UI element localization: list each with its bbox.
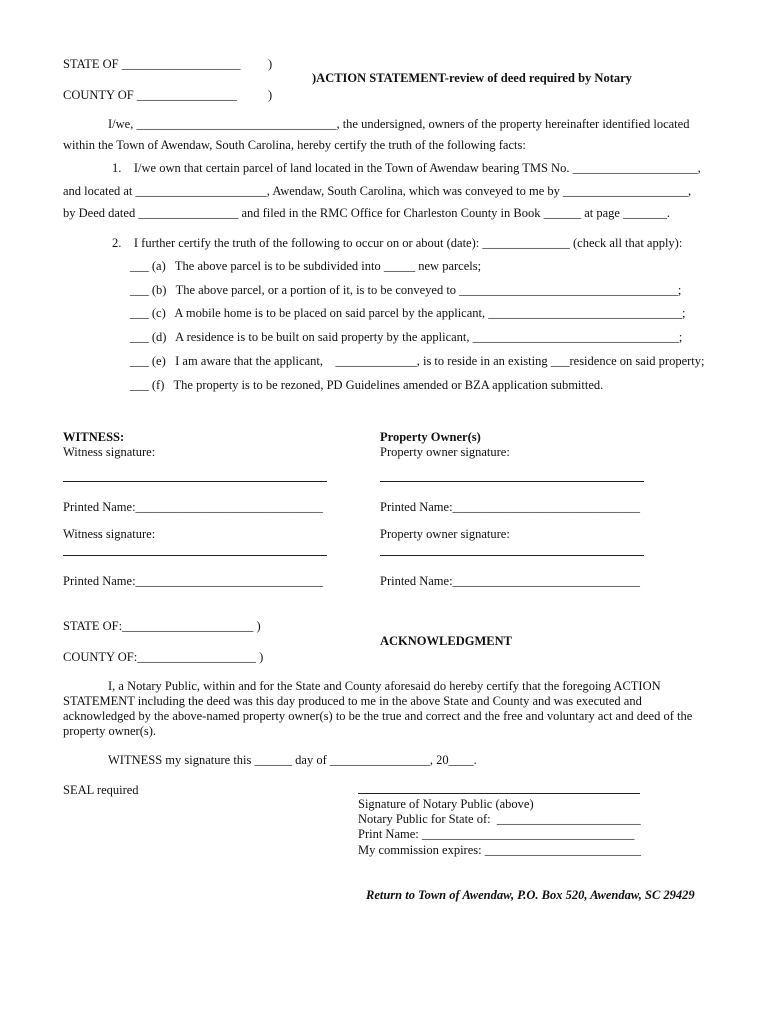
- owner-printed-name-1: Printed Name:______________________________: [380, 500, 641, 514]
- notary-signature-label: Signature of Notary Public (above): [358, 797, 534, 811]
- ack-state-of: STATE OF:_____________________ ): [63, 619, 261, 633]
- item1-line-2: and located at _____________________, Awendaw, South Carolina, which was conveyed to me by ____________________,: [63, 184, 692, 198]
- notary-commission-field: My commission expires: _________________________: [358, 843, 641, 857]
- owner-printed-name-2: Printed Name:______________________________: [380, 574, 641, 588]
- item1-line-1: 1. I/we own that certain parcel of land located in the Town of Awendaw bearing TMS No. ____________________,: [112, 161, 701, 175]
- ack-paragraph: I, a Notary Public, within and for the State and County aforesaid do hereby certify that the foregoing ACTION STATEMENT including the deed was this day produced to me in the above State and County and was executed and acknowledged by the above-named property owner(s) to be the true and correct and the free and voluntary act and deed of the property owner(s).: [63, 679, 693, 738]
- state-paren: ): [268, 57, 273, 71]
- return-address: Return to Town of Awendaw, P.O. Box 520, Awendaw, SC 29429: [366, 888, 695, 902]
- ack-heading: ACKNOWLEDGMENT: [380, 634, 512, 648]
- intro-line-2: within the Town of Awendaw, South Carolina, hereby certify the truth of the following facts:: [63, 138, 526, 152]
- owner-heading: Property Owner(s): [380, 430, 481, 444]
- option-d: ___ (d) A residence is to be built on said property by the applicant, _________________________________;: [130, 330, 683, 344]
- owner-signature-label-1: Property owner signature:: [380, 445, 510, 459]
- ack-county-of: COUNTY OF:___________________ ): [63, 650, 264, 664]
- witness-printed-name-2: Printed Name:______________________________: [63, 574, 324, 588]
- option-c: ___ (c) A mobile home is to be placed on said parcel by the applicant, _______________________________;: [130, 306, 686, 320]
- document-title: )ACTION STATEMENT-review of deed required by Notary: [312, 71, 632, 85]
- owner-signature-label-2: Property owner signature:: [380, 527, 510, 541]
- option-a: ___ (a) The above parcel is to be subdivided into _____ new parcels;: [130, 259, 482, 273]
- item1-line-3: by Deed dated ________________ and filed in the RMC Office for Charleston County in Book ______ at page _______.: [63, 206, 670, 220]
- option-e: ___ (e) I am aware that the applicant, _____________, is to reside in an existing ___residence on said property;: [130, 354, 705, 368]
- owner-signature-line-1: [380, 481, 644, 482]
- ack-witness-line: WITNESS my signature this ______ day of ________________, 20____.: [108, 753, 477, 767]
- intro-line-1: I/we, ________________________________, the undersigned, owners of the property hereinafter identified located: [108, 117, 690, 131]
- witness-signature-label-1: Witness signature:: [63, 445, 156, 459]
- notary-signature-line: [358, 793, 640, 794]
- witness-signature-line-1: [63, 481, 327, 482]
- state-of-line: STATE OF ___________________: [63, 57, 241, 71]
- item2-intro: 2. I further certify the truth of the following to occur on or about (date): ______________ (check all that apply):: [112, 236, 683, 250]
- witness-printed-name-1: Printed Name:______________________________: [63, 500, 324, 514]
- option-b: ___ (b) The above parcel, or a portion of it, is to be conveyed to ___________________________________;: [130, 283, 682, 297]
- seal-required: SEAL required: [63, 783, 139, 797]
- option-f: ___ (f) The property is to be rezoned, PD Guidelines amended or BZA application submitted.: [130, 378, 604, 392]
- notary-state-field: Notary Public for State of: _______________________: [358, 812, 641, 826]
- witness-heading: WITNESS:: [63, 430, 125, 444]
- owner-signature-line-2: [380, 555, 644, 556]
- county-paren: ): [268, 88, 273, 102]
- witness-signature-line-2: [63, 555, 327, 556]
- notary-print-name-field: Print Name: __________________________________: [358, 827, 635, 841]
- county-of-line: COUNTY OF ________________: [63, 88, 237, 102]
- witness-signature-label-2: Witness signature:: [63, 527, 156, 541]
